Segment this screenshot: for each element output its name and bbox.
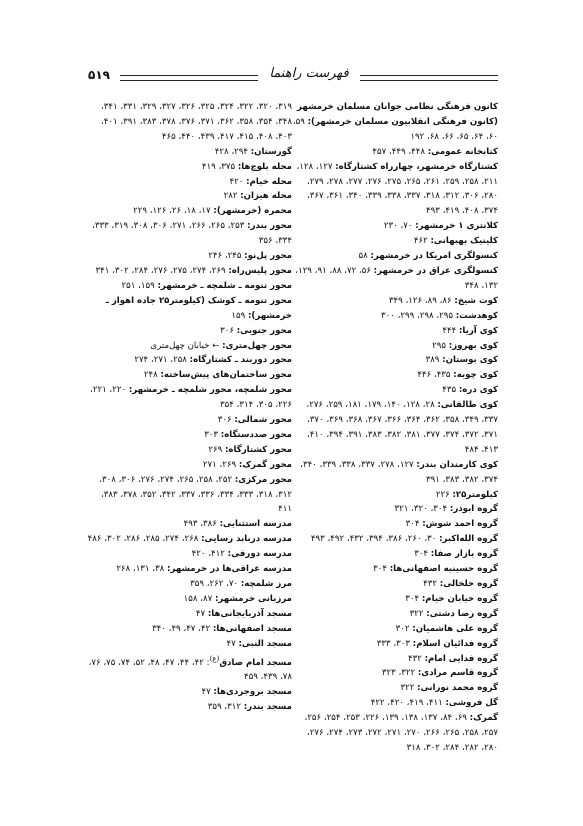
index-entry [292,532,498,547]
index-term: محور مرکزی: [234,474,292,485]
index-pages: ۵۸ [358,251,368,262]
index-term: محور جنوبی: [236,325,292,336]
index-term: مسجد اصفهانی‌ها: [212,623,292,634]
index-pages: ۲۹۵، ۲۹۸، ۲۹۹، ۳۰۰ [380,310,453,321]
index-pages: ۴۲، ۴۴، ۴۷، ۴۸، ۵۲، ۷۴، ۷۵، ۷۶، ۷۸، ۴۳۹، ۴۵۹ [88,657,292,683]
index-pages: ۱۵۹ [231,310,246,321]
index-entry [86,353,292,368]
index-pages: ۷۰، ۲۶۲، ۳۵۹ [190,579,239,589]
index-entry [86,685,292,700]
index-term: محله بلوچ‌ها: [237,161,292,172]
index-entry [86,428,292,443]
index-term: گروه رضا دشتی: [426,608,498,619]
index-pages: ۱۲۷، ۲۷۸، ۳۳۷، ۳۳۸، ۳۳۹، ۳۴۰، ۳۷۴، ۳۸۲، ۳۸۳، ۳۹۱ [300,459,498,485]
index-term: کتابخانه عمومی: [427,146,498,157]
index-term: کوی آریا: [458,325,498,336]
index-term: محور بندر: [247,221,292,232]
index-term: گروه علی هاشمیان: [412,623,498,634]
index-term: گروه بازار صفا: [430,549,498,560]
index-pages: ۴۷ [195,608,206,619]
index-pages: ۲۵۳، ۲۶۵، ۲۶۶، ۲۷۱، ۳۰۶، ۳۰۸، ۳۱۹، ۳۳۳، ۳۳۴، ۳۵۶ [92,221,292,247]
index-entry [292,577,498,592]
index-term: محله خیام: [246,176,292,187]
index-entry [86,339,292,354]
index-pages: ۳۰۶ [217,415,232,426]
index-entry [292,592,498,607]
index-pages: ۱۲۷، ۱۲۸، ۲۱۱، ۲۵۸، ۲۵۹، ۲۶۱، ۲۶۵، ۲۷۵، ۲۷۶، ۲۷۷، ۲۷۸، ۲۷۹، ۲۸۰، ۳۰۶، ۳۱۲، ۳۱۸، ۳۳۷، ۳۳۸، ۳۳۹، ۳۴۰، ۳۶۱، ۳۶۷، ۳۷۴، ۴۰۸، ۴۱۹، ۴۹۳ [296,161,498,217]
index-entry [292,234,498,249]
index-column-right [292,100,498,756]
index-pages: ۲۶۹، ۲۷۴، ۲۷۵، ۲۷۶، ۲۸۴، ۳۰۲، ۳۴۱ [95,265,226,276]
honorific-superscript: (ع) [209,653,220,663]
index-term: مدرسه دورقی: [227,549,292,560]
index-entry [86,443,292,458]
index-entry [86,189,292,204]
index-pages: ۸۶، ۸۹، ۱۲۶، ۳۴۹ [388,295,452,306]
index-term: کلینیک بهبهانی: [430,236,498,247]
index-pages: ۷۰، ۲۳۰ [383,221,413,232]
index-term: محور شمالی: [234,415,292,426]
index-pages: ۵۹، ۶۰، ۶۴، ۶۵، ۶۶، ۶۸، ۱۹۲ [292,116,498,142]
index-entry [86,219,292,249]
index-entry [86,100,292,145]
index-entry [292,502,498,517]
index-entry [292,339,498,354]
index-entry [292,383,498,398]
index-term: گروه ابوذر: [449,504,498,515]
index-pages: ۴۱۱، ۴۱۹، ۴۲۰، ۴۲۲ [370,698,443,709]
index-pages: ۳۸، ۱۳۱، ۲۶۸ [116,564,165,575]
index-entry [86,532,292,547]
index-term: مسجد النبی: [238,638,292,649]
index-pages: ۲۴۵، ۲۴۶ [208,251,242,262]
index-entry [86,264,292,279]
index-entry [86,175,292,190]
index-entry [292,249,498,264]
index-pages: ۳۸۹ [425,355,440,366]
index-entry [86,517,292,532]
index-entry [292,309,498,324]
index-pages: ۴۲، ۴۷، ۴۹، ۳۴۰ [152,623,211,634]
index-entry [292,696,498,711]
index-pages: ۴۱۲، ۴۲۰ [191,549,225,560]
index-term: گورستان: [250,146,292,157]
page-number: ۵۱۹ [88,68,110,82]
index-entry [86,145,292,160]
index-pages: ۲۸۲ [223,191,238,202]
index-pages: ۳۱۹، ۳۲۰، ۳۲۲، ۳۲۴، ۳۲۵، ۳۲۶، ۳۲۷، ۳۲۹، ۳۳۱، ۳۴۱، ۳۴۸، ۳۵۴، ۳۵۸، ۳۶۲، ۳۷۱، ۳۷۶، ۳۷۸، ۳۸۳، ۳۹۱، ۴۰۱، ۴۰۳، ۴۰۸، ۴۱۵، ۴۱۷، ۴۳۹، ۴۴۰، ۴۶۵ [100,102,292,142]
index-pages: ۲۵۸، ۲۷۱، ۲۷۴ [134,355,187,366]
index-pages: ۳۲۲ [400,683,415,694]
index-term: گروه حسینیه اصفهانی‌ها: [389,564,498,575]
index-term: محمره (خرمشهر): [213,206,292,217]
index-pages: ۳۱۲، ۳۵۹ [207,702,241,713]
index-entry [86,368,292,383]
index-entry [86,592,292,607]
index-term: گروه احمد شوش: [422,519,498,530]
index-entry [86,577,292,592]
index-pages: ۲۲۰، ۲۲۱، ۲۲۶، ۳۰۵، ۳۱۴، ۳۵۴ [90,385,292,411]
index-entry [292,294,498,309]
index-term: گروه محمد نورانی: [417,683,498,694]
index-entry [86,383,292,413]
index-entry [86,413,292,428]
index-term: مرز شلمچه: [240,579,292,589]
index-pages: ۴۳۲ [423,579,438,589]
index-term: محور چهل‌متری: [222,340,292,351]
index-entry [86,637,292,652]
index-entry [86,622,292,637]
index-term: محور شلمچه، محور شلمچه ـ خرمشهر: [128,385,292,396]
index-entry [292,160,498,220]
index-pages: ۳۰۴ [373,564,387,575]
index-pages: ۴۴۴ [442,325,457,336]
index-pages: ۳۲۲ [409,608,424,619]
index-entry [292,488,498,503]
index-pages: ۳۰۴ [405,593,420,604]
index-entry [292,681,498,696]
index-pages: ۲۶۹ [208,444,223,455]
index-entry [86,473,292,518]
index-term: گروه خیابان خیام: [421,593,498,604]
index-entry [292,547,498,562]
index-term: محور کشتارگاه: [224,444,292,455]
index-pages: ← خیابان چهل‌متری [150,340,220,351]
index-entry [292,219,498,234]
index-term: مرزبانی خرمشهر: [214,593,292,604]
index-term: کوی بوستان: [442,355,498,366]
index-pages: ۲۶۸، ۲۷۴، ۲۸۵، ۲۸۶، ۳۰۲، ۴۸۶ [87,534,199,545]
index-term: مدرسه دربابد رسایی: [201,534,292,545]
index-pages: ۳۷۵، ۴۱۹ [201,161,236,172]
index-pages: ۲۹۵ [432,340,447,351]
index-term: محور پلیس‌راه: [228,265,292,276]
index-term: کوت شیخ: [454,295,498,306]
index-pages: ۴۳۵، ۴۴۶ [417,370,451,381]
index-pages: ۳۰۳ [204,429,219,440]
index-pages: ۶۹، ۸۴، ۱۳۷، ۱۳۸، ۱۳۹، ۲۲۶، ۲۵۳، ۲۵۴، ۲۵۶، ۲۵۷، ۲۵۸، ۲۶۵، ۲۶۶، ۲۷۰، ۲۷۱، ۲۷۲، ۲۷۳، ۲۷۴، ۲۷۶، ۲۸۰، ۲۸۲، ۲۸۴، ۳۰۲، ۳۱۸ [304,713,498,753]
index-pages: ۴۷ [226,638,236,649]
header-rule-left [120,75,258,81]
index-term: گل فروشی: [445,698,498,709]
index-pages: ۲۲۶ [435,489,450,500]
index-entry [86,607,292,622]
index-entry [86,700,292,715]
index-entry [86,324,292,339]
index-term: مسجد امام صادق [219,657,292,668]
index-pages: ۳۰، ۲۶۰، ۳۸۶، ۳۹۴، ۴۳۲، ۴۹۲، ۴۹۳ [310,534,437,545]
index-term: کانون فرهنگی نظامی جوانان مسلمان خرمشهر (کانون فرهنگی انقلابیون مسلمان خرمشهر): [297,102,498,127]
index-term: کوی بهروز: [448,340,498,351]
index-term: کوی طالقانی: [437,400,498,411]
index-entry [292,368,498,383]
index-pages: ۳۰۴، ۳۲۰، ۳۲۱ [394,504,448,515]
index-pages: ۳۸۶، ۴۹۳ [183,519,217,530]
index-pages: ۱۷، ۱۸، ۲۶، ۱۲۶، ۲۲۹ [133,206,211,217]
index-entry [292,353,498,368]
index-pages: ۴۴۸، ۴۴۹، ۴۵۷ [372,146,425,157]
index-term: مسجد آذربایجانی‌ها: [207,608,292,619]
index-pages: ۴۷ [201,687,211,698]
index-pages: ۳۰۴ [414,549,429,560]
index-entry [292,622,498,637]
index-term: محور تنومه ـ کوشک (کیلومتر۲۵ جاده اهواز ـ خرمشهر): [105,295,292,321]
index-pages: ۳۰۶ [220,325,234,336]
index-term: گروه خلخالی: [439,579,498,589]
index-term: محور ساختمان‌های پیش‌ساخته: [160,370,292,381]
index-entry [292,145,498,160]
index-pages: ۲۴۸ [143,370,158,381]
index-term: محله هیزان: [240,191,292,202]
index-pages: ۲۵۲، ۲۵۸، ۲۶۵، ۲۷۴، ۲۷۶، ۳۰۶، ۳۰۸، ۳۱۲، ۳۱۸، ۳۳۳، ۳۳۴، ۳۳۶، ۳۳۷، ۳۴۲، ۳۵۲، ۳۷۸، ۳۸۳، ۴۱۱ [99,474,292,515]
index-pages: ۳۲۲، ۳۲۳ [381,668,416,679]
index-term: کوی کارمندان بندر: [416,459,498,470]
index-term: محور صددستگاه: [220,429,292,440]
index-term: کوی دره: [458,385,498,396]
index-term: محور پل‌نو: [244,251,292,262]
index-entry: مسجد امام صادق$^{(ع)}$: ۴۲، ۴۴، ۴۷، ۴۸، ۵۲، ۷۴، ۷۵، ۷۶، ۷۸، ۴۳۹، ۴۵۹ [88,653,292,683]
index-term: کشتارگاه خرمشهر، چهارراه کشتارگاه: [335,161,498,172]
index-pages: ۳۰۴ [405,519,420,530]
header-rule-right [360,75,498,81]
index-pages: ۳۰۲ [395,623,410,634]
index-term: کوهدشت: [455,310,498,321]
index-entry [86,458,292,473]
index-entry [86,294,292,324]
index-term: گروه الله‌اکبر: [439,534,498,545]
index-entry [292,324,498,339]
index-term: مسجد بندر: [243,702,292,713]
index-entry [86,204,292,219]
index-term: گروه فدایی امام: [424,653,498,664]
index-term: کنسولگری امریکا در خرمشهر: [370,251,498,262]
index-pages: ۳۰۳، ۳۳۳ [376,638,411,649]
index-term: مدرسه عراقی‌ها در خرمشهر: [167,564,292,575]
index-pages: ۲۹۴، ۴۲۸ [214,146,248,157]
index-term: محور تنومه ـ شلمچه ـ خرمشهر: [157,280,292,291]
index-pages: ۴۳۲ [407,653,422,664]
index-entry [292,652,498,667]
index-entry [292,607,498,622]
index-entry [292,562,498,577]
index-entry [292,711,498,756]
index-pages: ۸۷، ۱۵۸ [183,593,213,604]
running-title: فهرست راهنما [269,66,349,81]
index-pages: ۱۵۹، ۲۵۱ [121,280,155,291]
index-term: مدرسه استثنایی: [219,519,292,530]
index-entry [292,458,498,488]
index-pages: ۲۸، ۱۲۸، ۱۴۰، ۱۷۹، ۱۸۱، ۲۵۹، ۲۷۶، ۳۳۷، ۳۴۹، ۳۵۸، ۳۶۲، ۳۶۴، ۳۶۶، ۳۶۷، ۳۶۸، ۳۶۹، ۳۷۰، ۳۷۱، ۳۷۲، ۳۷۴، ۳۷۷، ۳۸۱، ۳۸۲، ۳۸۳، ۳۹۱، ۳۹۴، ۴۱۰، ۴۱۳، ۴۸۴ [306,400,498,455]
index-entry [292,100,498,145]
index-pages: ۲۶۹، ۲۷۱ [202,459,237,470]
index-pages: ۴۶۲ [413,236,428,247]
index-entry [86,279,292,294]
index-term: گروه قاسم مرادی: [417,668,498,679]
index-entry [86,562,292,577]
index-term: گمرک: [469,713,498,724]
index-term: محور گمرک: [238,459,292,470]
index-term: کوی چوبه: [453,370,498,381]
index-entry [86,547,292,562]
index-term: کیلومتر۲۵: [452,489,498,500]
index-term: گروه فدائیان اسلام: [412,638,498,649]
index-term: کنسولگری عراق در خرمشهر: [373,265,498,276]
index-entry [292,666,498,681]
index-entry [86,249,292,264]
index-column-left [86,100,292,715]
index-term: مسجد بروجردی‌ها: [213,687,292,698]
index-entry [86,160,292,175]
index-entry [292,398,498,458]
index-pages: ۵۶، ۷۲، ۸۸، ۹۱، ۱۲۹، ۱۳۲، ۳۴۸ [295,265,498,291]
index-term: کلانتری ۱ خرمشهر: [415,221,498,232]
page-header [88,66,498,86]
index-entry [292,637,498,652]
index-pages: ۴۲۰ [229,176,244,187]
index-term: محور دوربند ـ کشتارگاه: [189,355,292,366]
index-entry [292,517,498,532]
index-entry [292,264,498,294]
index-pages: ۴۳۵ [442,385,457,396]
